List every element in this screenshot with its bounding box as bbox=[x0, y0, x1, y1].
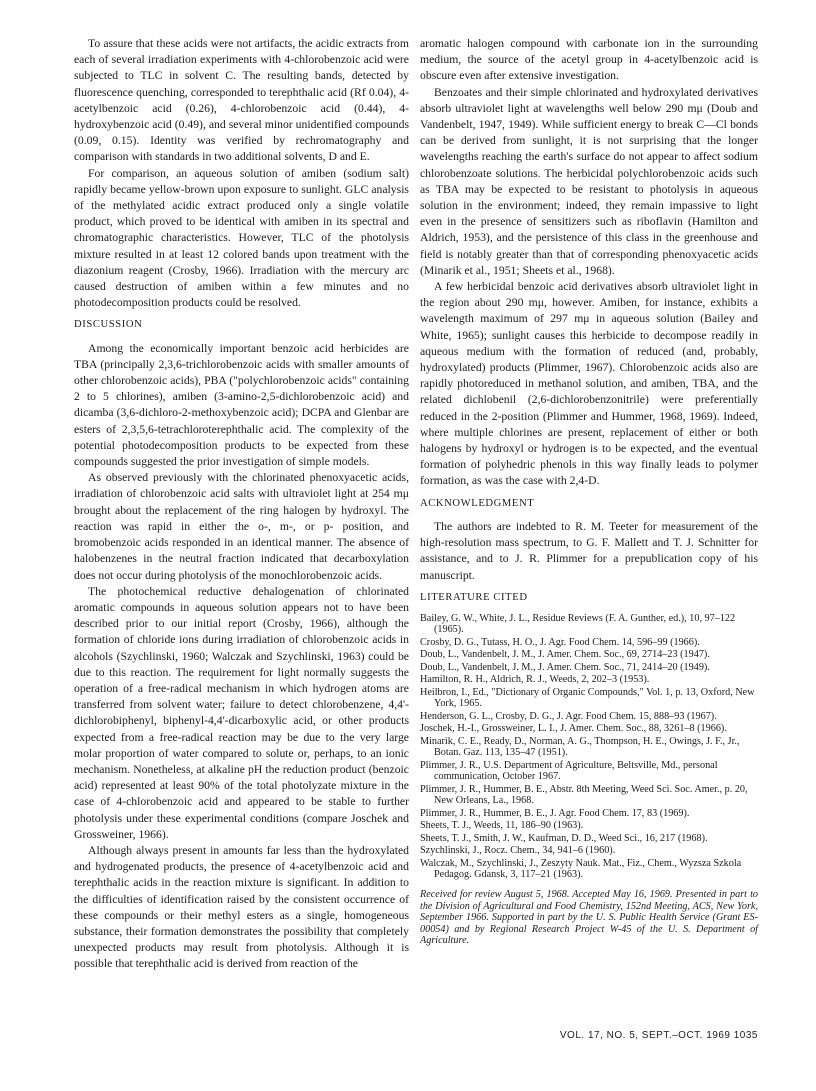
reference-item: Plimmer, J. R., U.S. Department of Agriculture, Beltsville, Md., personal communication, October 1967. bbox=[420, 759, 718, 783]
reference-item: Plimmer, J. R., Hummer, B. E., Abstr. 8th Meeting, Weed Sci. Soc. Amer., p. 20, New Orleans, La., 1968. bbox=[420, 783, 748, 807]
reference-item: Sheets, T. J., Smith, J. W., Kaufman, D. D., Weed Sci., 16, 217 (1968). bbox=[420, 832, 708, 844]
reference-item: Joschek, H.-I., Grossweiner, L. I., J. Amer. Chem. Soc., 88, 3261–8 (1966). bbox=[420, 723, 727, 735]
reference-item: Hamilton, R. H., Aldrich, R. J., Weeds, 2, 202–3 (1953). bbox=[420, 674, 650, 686]
paragraph: The photochemical reductive dehalogenation of chlorinated aromatic compounds in aqueous solution appears not to have been described prior to our initial report (Crosby, 1966), although the formation of chloride ions during irradiation of chlorobenzoic acids in alcohols (Szychlinski, 1960; Walczak and Szychlinski, 1963) could be due to this reaction. The requirement for light normally suggests the operation of a free-radical mechanism in which hydrogen atoms are transferred from solvent water; failure to detect chlorobenzene, 4,4'-dichlorobiphenyl, biphenyl-4,4'-dicarboxylic acid, or other products expected from a free-radical reaction may be due to the very large molar proportion of water compared to solute or, perhaps, to an ionic mechanism. Nonetheless, at alkaline pH the reduction product (benzoic acid) represented at least 90% of the total photolyzate mixture in the case of 4-chlorobenzoic acid and appeared to be stable to further photolysis under these experimental conditions (compare Joschek and Grossweiner, 1966). bbox=[74, 584, 409, 841]
paragraph: For comparison, an aqueous solution of amiben (sodium salt) rapidly became yellow-brown upon exposure to sunlight. GLC analysis of the methylated acidic extract produced only a single volatile product, which proved to be identical with amiben in its spectral and chromatographic characteristics. However, TLC of the photolysis mixture resulted in at least 12 colored bands upon treatment with the diazonium reagent (Crosby, 1966). Irradiation with the mercury arc caused destruction of amiben within a few minutes and no photodecomposition products could be resolved. bbox=[74, 166, 409, 310]
reference-item: Doub, L., Vandenbelt, J. M., J. Amer. Chem. Soc., 71, 2414–20 (1949). bbox=[420, 661, 710, 673]
reference-item: Walczak, M., Szychlinski, J., Zeszyty Nauk. Mat., Fiz., Chem., Wyzsza Szkola Pedagog. Gdansk, 3, 117–21 (1963). bbox=[420, 857, 742, 881]
paragraph: As observed previously with the chlorinated phenoxyacetic acids, irradiation of chlorobenzoic acid salts with ultraviolet light at 254 mμ brought about the replacement of the ring halogen by hydroxyl. The reaction was rapid in either the o-, m-, or p- position, and bromobenzoic acids responded in an identical manner. The absence of halobenzenes in the neutral fraction indicated that decarboxylation does not occur during photolysis of the monochlorobenzoic acids. bbox=[74, 471, 409, 582]
page-footer: VOL. 17, NO. 5, SEPT.–OCT. 1969 1035 bbox=[559, 1030, 758, 1041]
reference-item: Szychlinski, J., Rocz. Chem., 34, 941–6 (1960). bbox=[420, 845, 616, 857]
left-column bbox=[74, 36, 409, 973]
reference-list bbox=[420, 613, 758, 881]
paragraph: Among the economically important benzoic acid herbicides are TBA (principally 2,3,6-trichlorobenzoic acids with smaller amounts of other chlorobenzoic acids), PBA ("polychlorobenzoic acids" containing 2 to 5 chlorines), amiben (3-amino-2,5-dichlorobenzoic acid) and dicamba (3,6-dichloro-2-methoxybenzoic acid); DCPA and Glenbar are esters of 2,3,5,6-tetrachloroterephthalic acid. The complexity of the potential photodecomposition products to be expected from these compounds suggested the prior investigation of simple models. bbox=[74, 341, 409, 469]
paragraph: aromatic halogen compound with carbonate ion in the surrounding medium, the source of the acetyl group in 4-acetylbenzoic acid is obscure even after extensive investigation. bbox=[420, 37, 758, 83]
paragraph: Although always present in amounts far less than the hydroxylated and hydrogenated products, the presence of 4-acetylbenzoic acid and terephthalic acids in the reaction mixture is significant. In addition to the difficulties of identification raised by the consistent occurrence of these compounds or their methyl esters as a single, homogeneous substance, their formation demonstrates the possibility that completely unexpected products may result from photolysis. Although it is possible that terephthalic acid is derived from reaction of the bbox=[74, 843, 409, 971]
acknowledgment-text: The authors are indebted to R. M. Teeter for measurement of the high-resolution mass spectrum, to G. F. Mallett and T. J. Schnitter for assistance, and to J. R. Plimmer for a prepublication copy of his manuscript. bbox=[420, 519, 758, 582]
reference-item: Sheets, T. J., Weeds, 11, 186–90 (1963). bbox=[420, 820, 584, 832]
received-note: Received for review August 5, 1968. Accepted May 16, 1969. Presented in part to the Division of Agricultural and Food Chemistry, 152nd Meeting, ACS, New York, September 1966. Supported in part by the U. S. Public Health Service (Grant ES-00054) and by Regional Research Project W-45 of the U. S. Department of Agriculture. bbox=[420, 888, 758, 947]
reference-item: Bailey, G. W., White, J. L., Residue Reviews (F. A. Gunther, ed.), 10, 97–122 (1965). bbox=[420, 612, 736, 636]
reference-item: Henderson, G. L., Crosby, D. G., J. Agr. Food Chem. 15, 888–93 (1967). bbox=[420, 710, 717, 722]
section-heading-discussion: DISCUSSION bbox=[74, 319, 143, 331]
paragraph: Benzoates and their simple chlorinated and hydroxylated derivatives absorb ultraviolet light at wavelengths well below 290 mμ (Doub and Vandenbelt, 1947, 1949). While sufficient energy to break C—Cl bonds can be derived from sunlight, it is not surprising that the longer wavelengths reaching the earth's surface do not appear to affect sodium chlorobenzoate solutions. The herbicidal polychlorobenzoic acids such as TBA may be expected to be resistant to photolysis in aqueous solution in the environment; indeed, they remain impassive to light even in the presence of sensitizers such as riboflavin (Hamilton and Aldrich, 1953), and the persistence of this class in the greenhouse and field is notably greater than that of corresponding phenoxyacetic acids (Minarik et al., 1951; Sheets et al., 1968). bbox=[420, 85, 758, 277]
reference-item: Heilbron, I., Ed., "Dictionary of Organic Compounds," Vol. 1, p. 13, Oxford, New York, 1965. bbox=[420, 686, 755, 710]
reference-item: Crosby, D. G., Tutass, H. O., J. Agr. Food Chem. 14, 596–99 (1966). bbox=[420, 636, 700, 648]
paragraph: A few herbicidal benzoic acid derivatives absorb ultraviolet light in the region about 290 mμ, however. Amiben, for instance, exhibits a wavelength maximum of 297 mμ in aqueous solution (Bailey and White, 1965); sunlight causes this herbicide to decompose readily in aqueous medium with the formation of reduced (and, probably, hydroxylated) products (Plimmer, 1967). Chlorobenzoic acids also are rapidly photoreduced in methanol solution, and amiben, TBA, and the related dichlobenil (2,6-dichlorobenzonitrile) were preferentially reduced in the 2-position (Plimmer and Hummer, 1968, 1969). Indeed, where multiple chlorines are present, replacement of either or both halogens by hydroxyl or hydrogen is to be expected, and the eventual formation of polyhedric phenols in this way finally leads to polymer formation, as was the case with 2,4-D. bbox=[420, 280, 758, 488]
paragraph: To assure that these acids were not artifacts, the acidic extracts from each of several irradiation experiments with 4-chlorobenzoic acid were subjected to TLC in solvent C. The resulting bands, detected by fluorescence quenching, corresponded to terephthalic acid (Rf 0.04), 4-acetylbenzoic acid (0.26), 4-chlorobenzoic acid (0.44), 4-hydroxybenzoic acid (0.49), and several minor unidentified compounds (0.09, 0.15). Identity was verified by rechromatography and comparison with standards in two additional solvents, D and E. bbox=[74, 37, 409, 164]
section-heading-literature-cited: LITERATURE CITED bbox=[420, 591, 528, 603]
reference-item: Plimmer, J. R., Hummer, B. E., J. Agr. Food Chem. 17, 83 (1969). bbox=[420, 807, 690, 819]
reference-item: Minarik, C. E., Ready, D., Norman, A. G., Thompson, H. E., Owings, J. F., Jr., Botan. Gaz. 113, 135–47 (1951). bbox=[420, 735, 740, 759]
section-heading-acknowledgment: ACKNOWLEDGMENT bbox=[420, 497, 535, 509]
reference-item: Doub, L., Vandenbelt, J. M., J. Amer. Chem. Soc., 69, 2714–23 (1947). bbox=[420, 649, 710, 661]
right-column bbox=[420, 36, 758, 957]
